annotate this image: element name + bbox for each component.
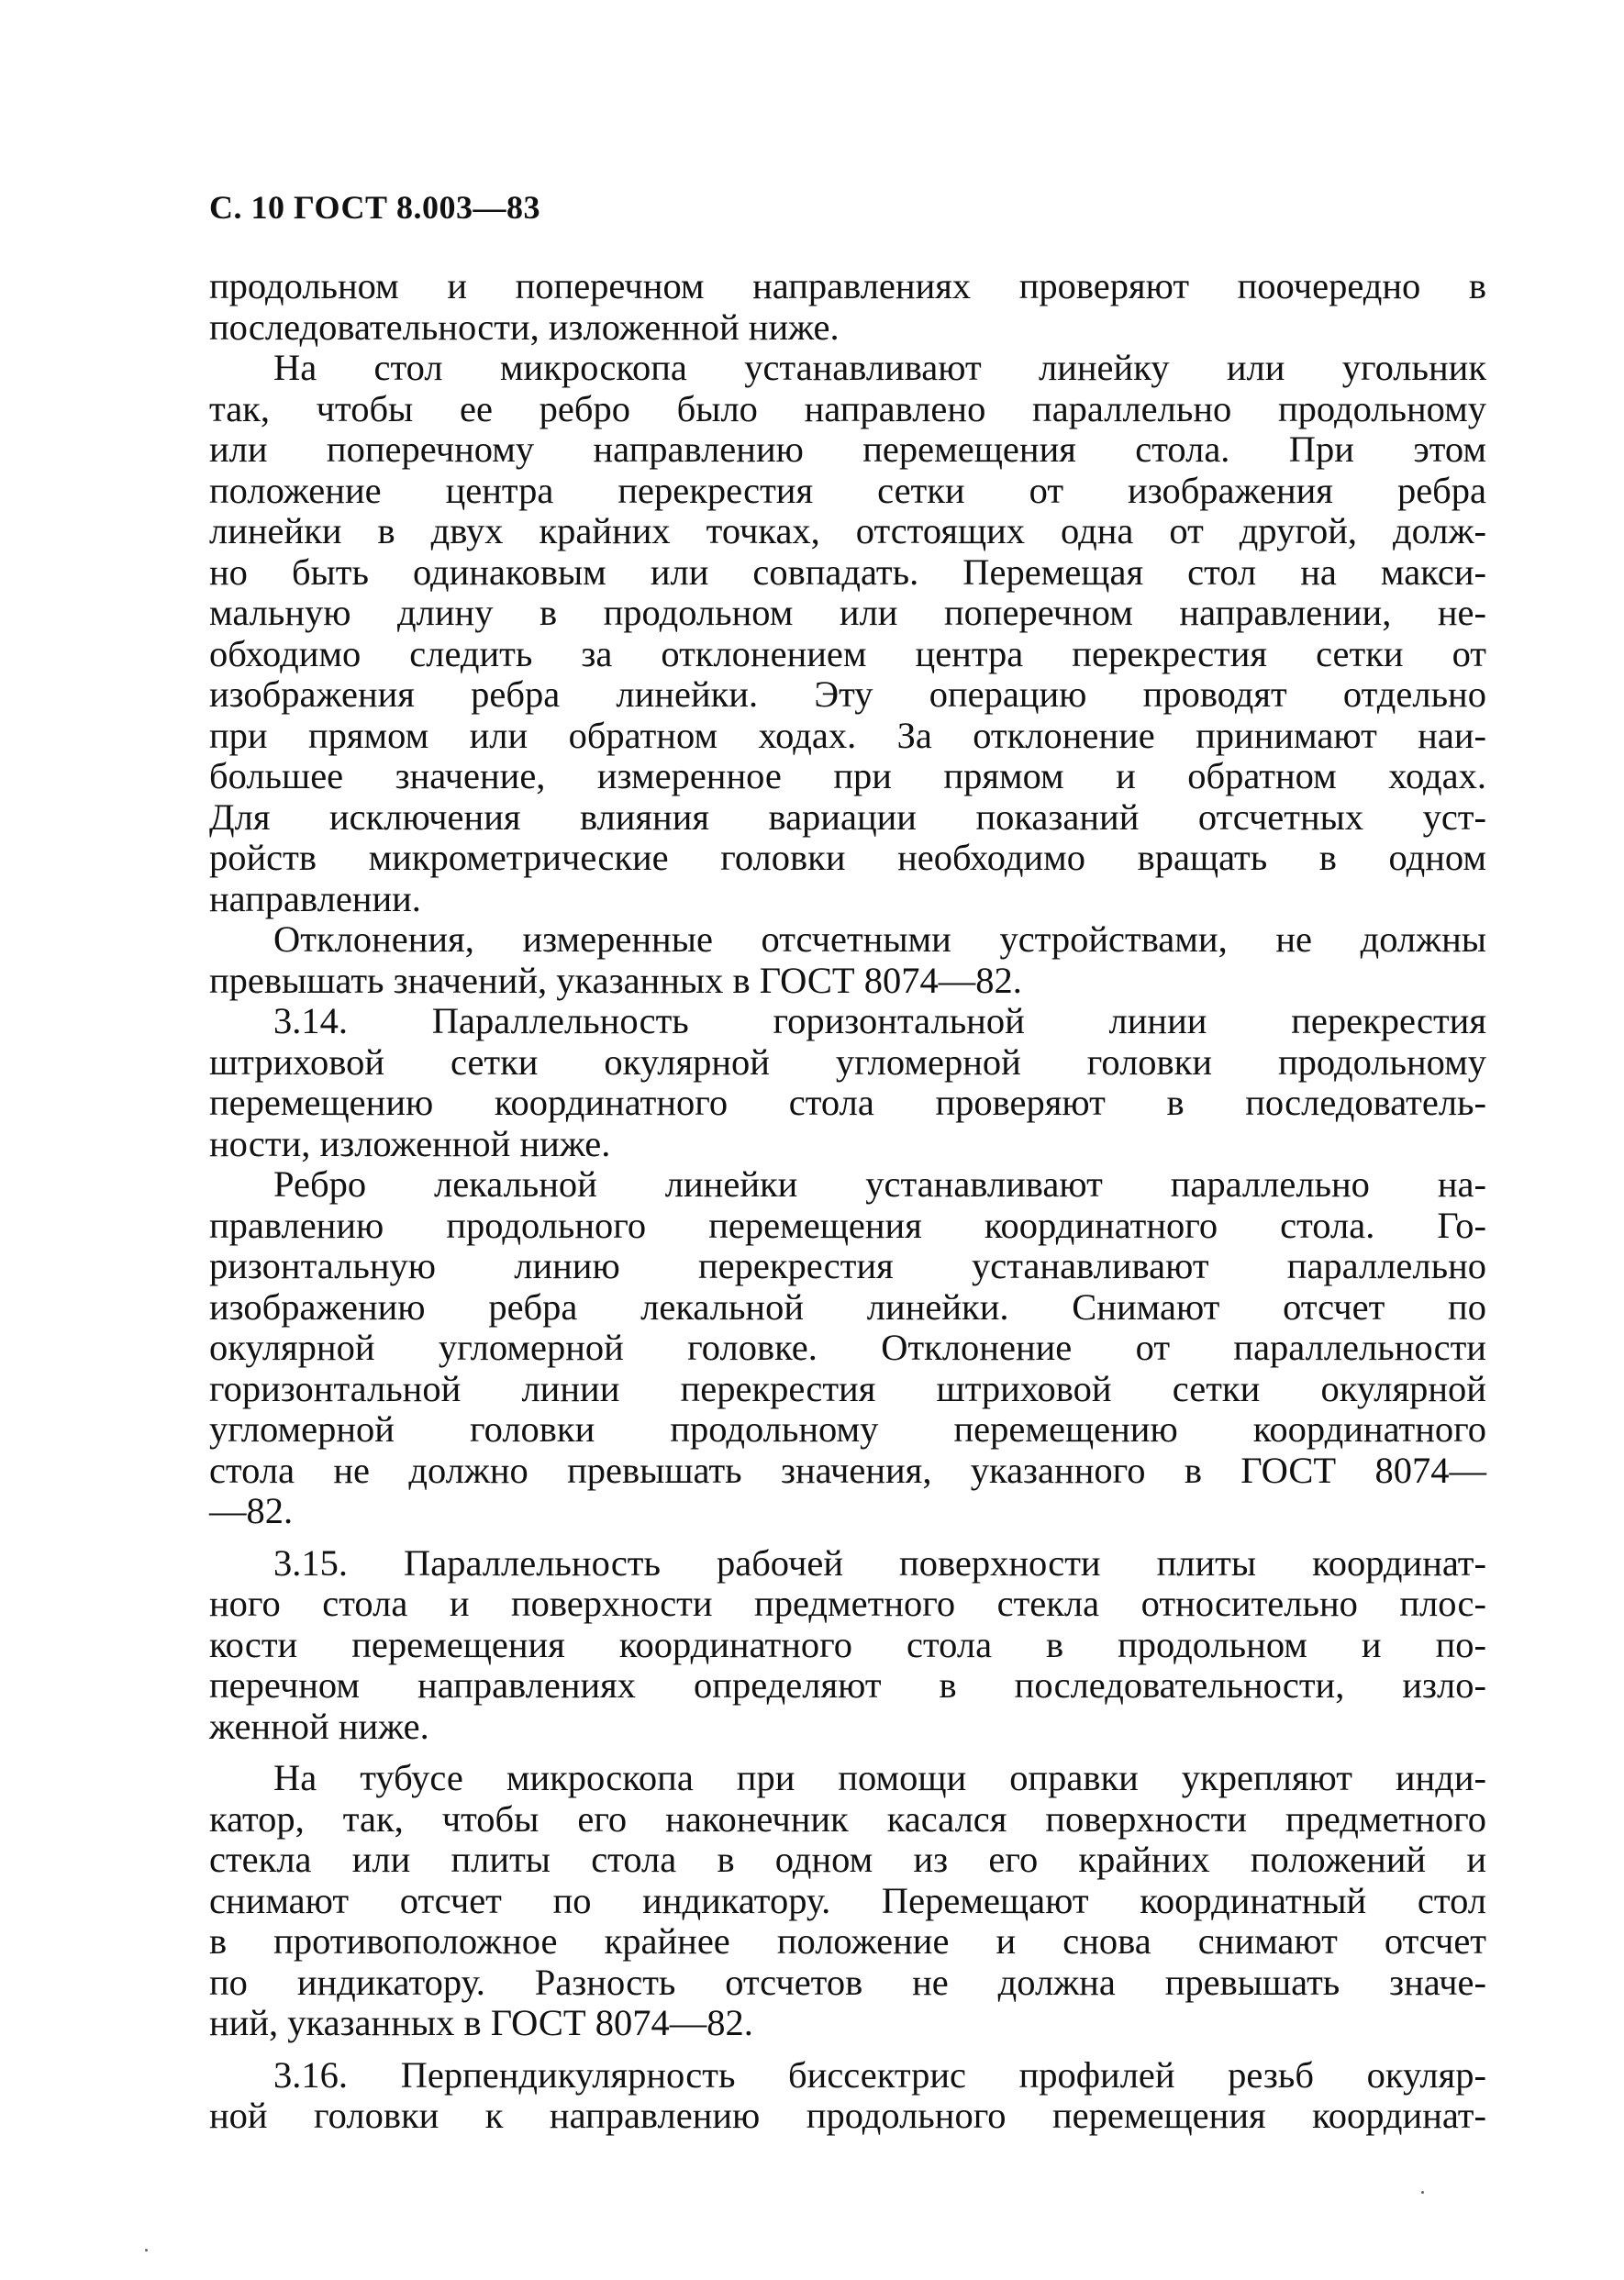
scan-speck [1421,2191,1424,2194]
text-line: последовательности, изложенной ниже. [209,306,840,348]
text-line: ной головки к направлению продольного перемещения координат- [209,2095,1486,2136]
text-line: ности, изложенной ниже. [209,1122,611,1164]
text-line: изображения ребра линейки. Эту операцию проводят отдельно [209,673,1486,715]
text-line: при прямом или обратном ходах. За отклонение принимают наи- [209,714,1486,756]
text-line: угломерной головки продольному перемещению координатного [209,1408,1486,1450]
text-line: изображению ребра лекальной линейки. Снимают отсчет по [209,1285,1486,1328]
text-line: стекла или плиты стола в одном из его крайних положений и [209,1839,1486,1880]
text-line: продольном и поперечном направлениях проверяют поочередно в [209,265,1486,306]
text-line: или поперечному направлению перемещения стола. При этом [209,428,1486,470]
text-line: снимают отсчет по индикатору. Перемещают координатный стол [209,1879,1486,1921]
text-line: окулярной угломерной головке. Отклонение от параллельности [209,1327,1486,1368]
text-line: так, чтобы ее ребро было направлено параллельно продольному [209,387,1486,429]
text-line: в противоположное крайнее положение и снова снимают отсчет [209,1920,1486,1962]
text-line: катор, так, чтобы его наконечник касался поверхности предметного [209,1797,1486,1840]
text-line: штриховой сетки окулярной угломерной головки продольному [209,1040,1486,1083]
text-line: 3.14. Параллельность горизонтальной линии перекрестия [273,1000,1486,1041]
text-line: но быть одинаковым или совпадать. Перемещая стол на макси- [209,551,1486,593]
text-line: мальную длину в продольном или поперечном направлении, не- [209,592,1486,633]
text-line: большее значение, измеренное при прямом и обратном ходах. [209,755,1486,796]
text-line: Ребро лекальной линейки устанавливают параллельно на- [273,1163,1486,1205]
paragraph-gap [209,2044,1486,2055]
text-line: На стол микроскопа устанавливают линейку или угольник [273,347,1486,388]
text-line: женной ниже. [209,1705,429,1747]
text-line: ройств микрометрические головки необходимо вращать в одном [209,837,1486,878]
text-line: —82. [209,1490,294,1531]
text-line: стола не должно превышать значения, указанного в ГОСТ 8074— [209,1449,1486,1491]
text-line: по индикатору. Разность отсчетов не должна превышать значе- [209,1961,1486,2003]
text-line: Для исключения влияния вариации показаний отсчетных уст- [209,795,1486,838]
text-line: кости перемещения координатного стола в продольном и по- [209,1623,1486,1665]
text-line: На тубусе микроскопа при помощи оправки укрепляют инди- [273,1757,1486,1798]
text-line: положение центра перекрестия сетки от изображения ребра [209,469,1486,511]
text-line: горизонтальной линии перекрестия штриховой сетки окулярной [209,1367,1486,1409]
text-line: 3.16. Перпендикулярность биссектрис профилей резьб окуляр- [273,2053,1486,2096]
page-header: С. 10 ГОСТ 8.003—83 [209,189,540,226]
text-line: направлении. [209,877,421,919]
scan-speck [145,2249,148,2252]
body-text [209,266,1486,2137]
text-line: Отклонения, измеренные отсчетными устройствами, не должны [273,918,1486,960]
text-line: ризонтальную линию перекрестия устанавливают параллельно [209,1245,1486,1286]
text-line: ного стола и поверхности предметного стекла относительно плос- [209,1583,1486,1624]
paragraph-gap [209,1532,1486,1543]
text-line: перечном направлениях определяют в последовательности, изло- [209,1664,1486,1706]
text-line: перемещению координатного стола проверяют в последователь- [209,1082,1486,1123]
text-line: обходимо следить за отклонением центра перекрестия сетки от [209,632,1486,674]
text-line: 3.15. Параллельность рабочей поверхности плиты координат- [273,1541,1486,1584]
text-line: линейки в двух крайних точках, отстоящих одна от другой, долж- [209,510,1486,551]
text-line: превышать значений, указанных в ГОСТ 8074—82. [209,959,1022,1001]
text-line: правлению продольного перемещения координатного стола. Го- [209,1204,1486,1246]
text-line: ний, указанных в ГОСТ 8074—82. [209,2002,753,2043]
